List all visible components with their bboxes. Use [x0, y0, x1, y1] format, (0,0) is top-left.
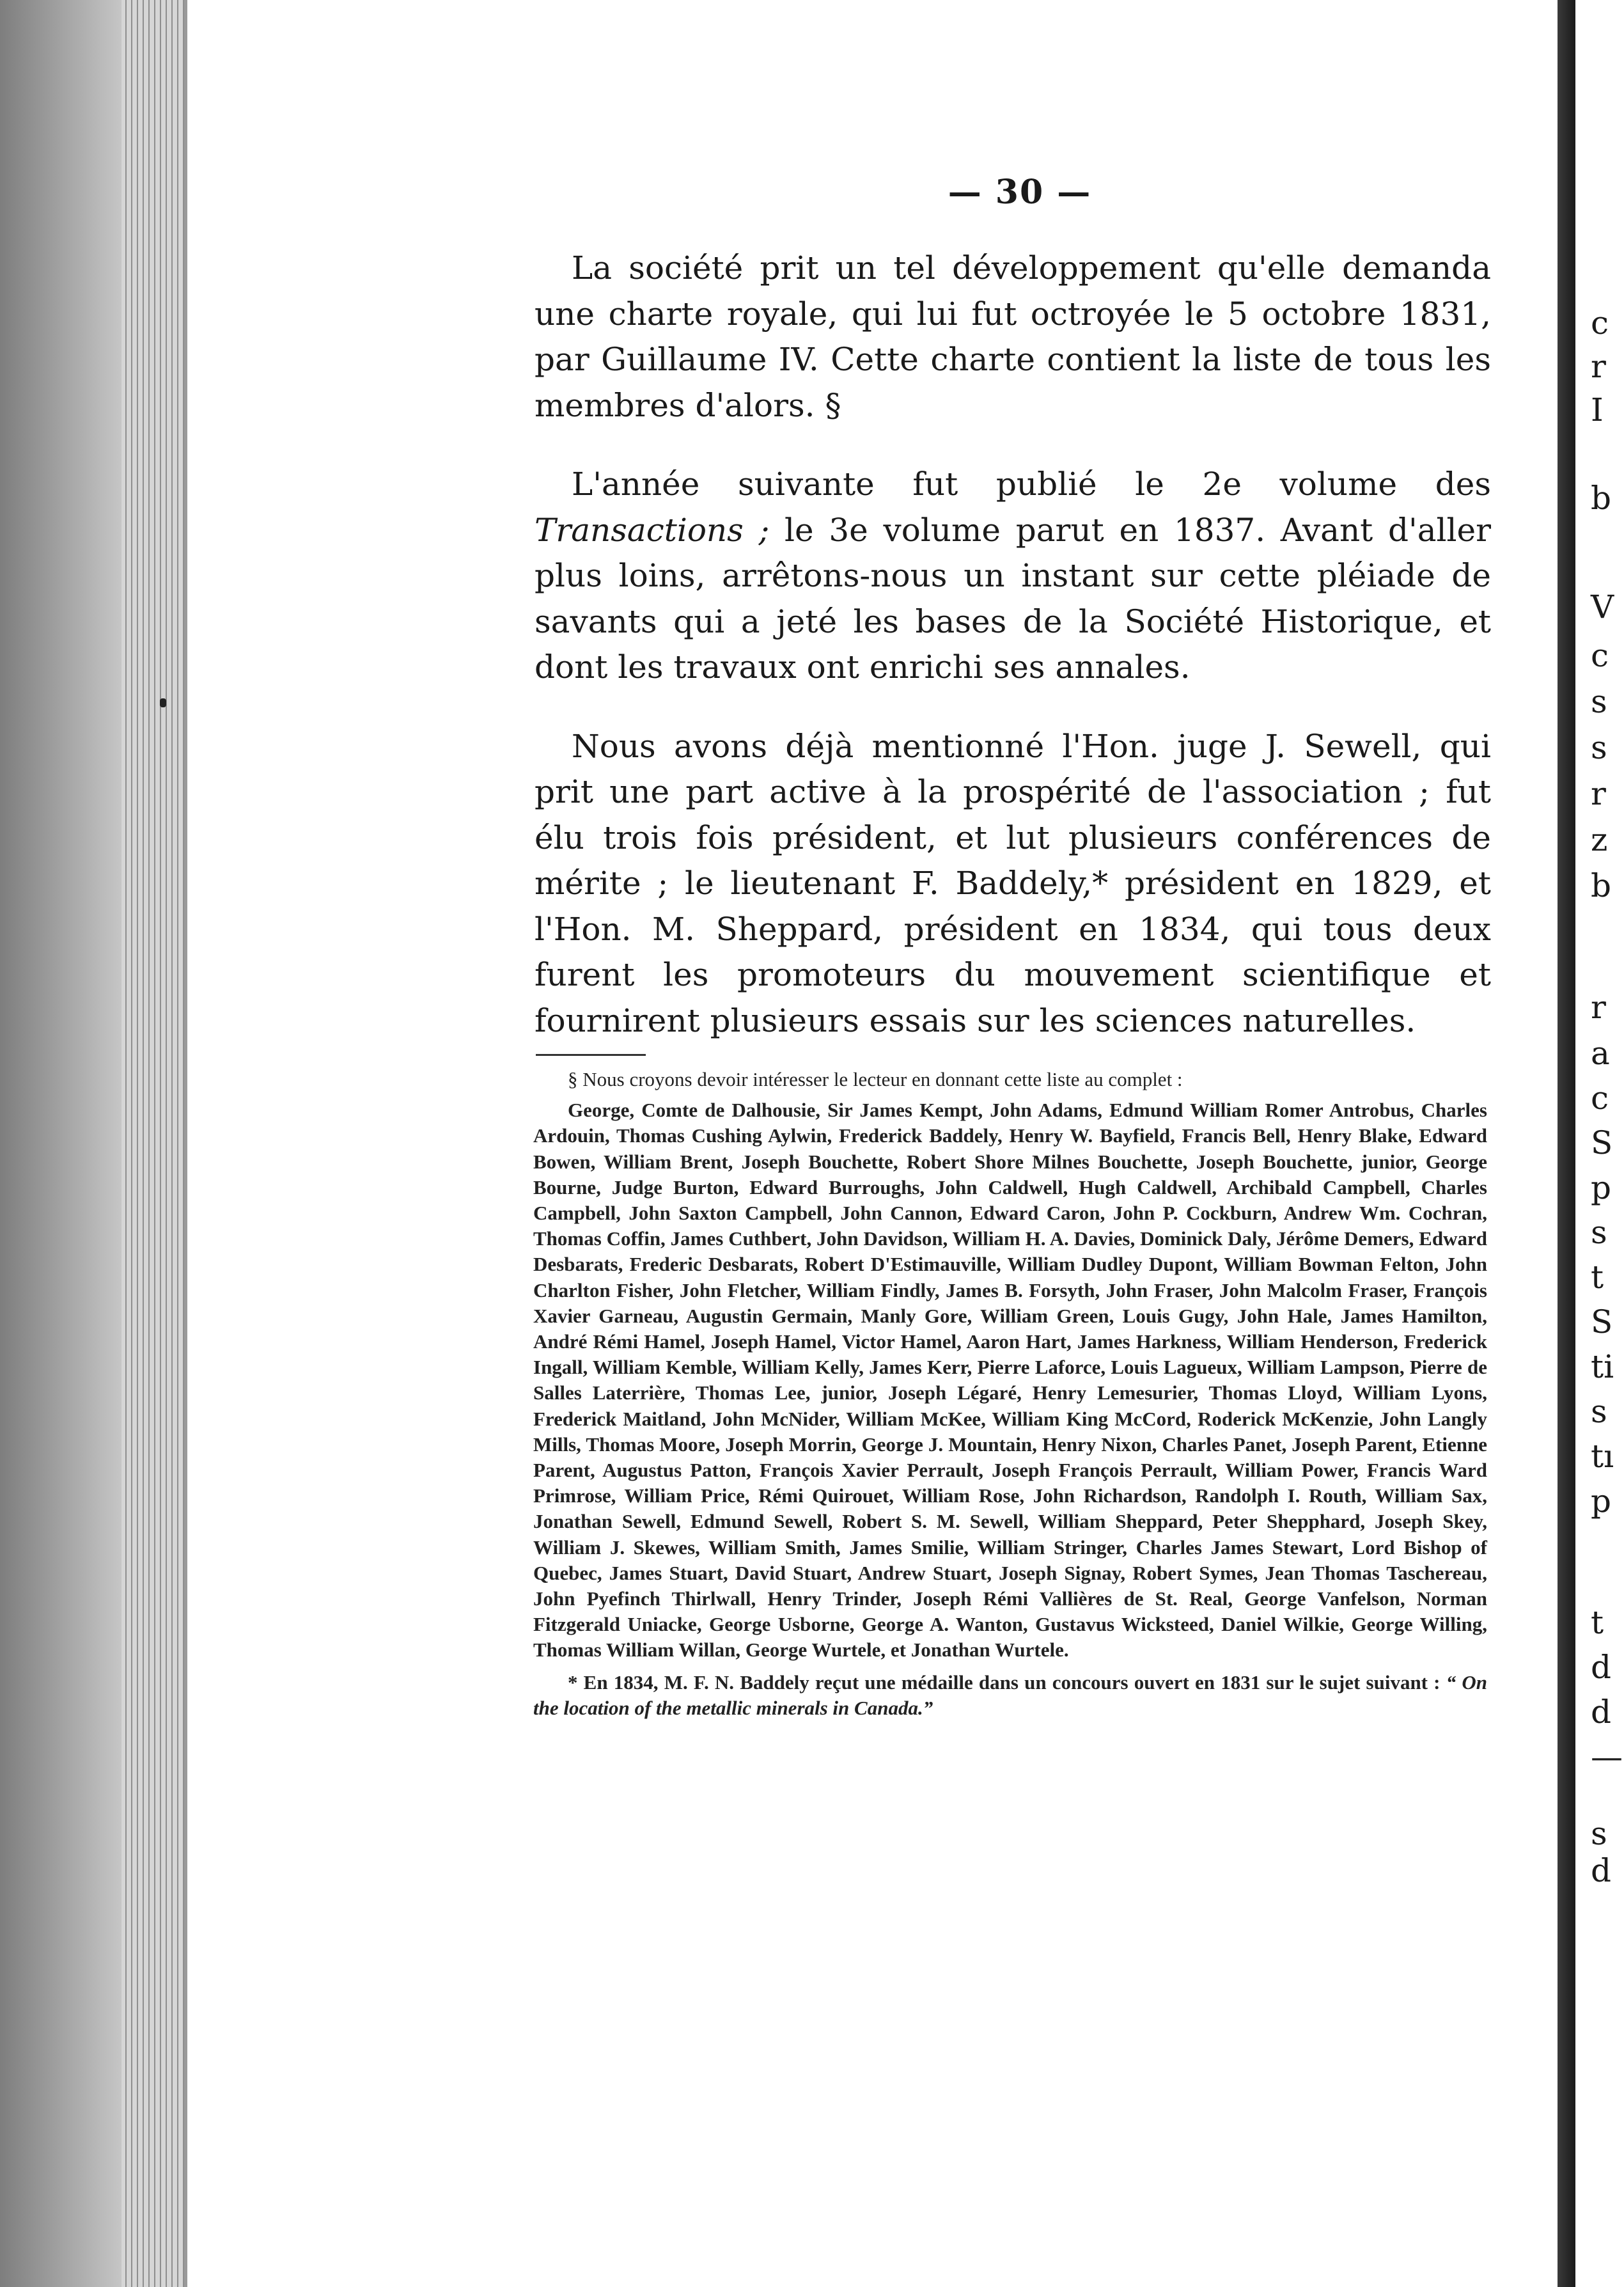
right-page-shadow — [1558, 0, 1575, 2287]
footnote-rule — [536, 1054, 646, 1056]
paragraph-members: Nous avons déjà mentionné l'Hon. juge J. Sewell, qui prit une part active à la prospérité de l'association ; fut élu trois fois président, et lut plusieurs conférences de mérite ; le lieutenant F. Baddely,* président en 1829, et l'Hon. M. Sheppard, président en 1834, qui tous deux furent les promoteurs du mouvement scientifique et fournirent plusieurs essais sur les sciences naturelles. — [535, 727, 1491, 1039]
footnotes — [533, 1067, 1487, 1721]
fragment: s — [1591, 729, 1607, 766]
italic-title: Transactions ; — [535, 511, 770, 549]
book-spine-shadow — [0, 0, 121, 2287]
fragment: tı — [1591, 1438, 1614, 1475]
paragraph-text: le 3e volume parut en 1837. Avant d'aller plus loins, arrêtons-nous un instant sur cette pléiade de savants qui a jeté les bases de la Société Historique, et dont les travaux ont enrichi ses annales. — [535, 511, 1491, 686]
fragment: S — [1591, 1303, 1613, 1340]
fragment: — — [1591, 1738, 1623, 1775]
margin-speck — [160, 698, 166, 707]
fragment: d — [1591, 1694, 1612, 1731]
fragment: r — [1591, 989, 1606, 1026]
fragment: V — [1591, 588, 1614, 625]
fragment: p — [1591, 1482, 1612, 1520]
footnote-italic-quote: “ On the location of the metallic minerals in Canada.” — [533, 1670, 1487, 1719]
fragment: s — [1591, 1815, 1607, 1852]
paragraph-charter: La société prit un tel développement qu'elle demanda une charte royale, qui lui fut octroyée le 5 octobre 1831, par Guillaume IV. Cette charte contient la liste de tous les membres d'alors. § — [535, 249, 1491, 424]
fragment: s — [1591, 1214, 1607, 1251]
fragment: c — [1591, 637, 1609, 674]
fragment: z — [1591, 821, 1608, 858]
fragment: p — [1591, 1169, 1612, 1206]
footnote-member-list: George, Comte de Dalhousie, Sir James Kempt, John Adams, Edmund William Romer Antrobus, Charles Ardouin, Thomas Cushing Aylwin, Frederick Baddely, Henry W. Bayfield, Francis Bell, Henry Blake, Edward Bowen, William Brent, Joseph Bouchette, Robert Shore Milnes Bouchette, Joseph Bouchette, junior, George Bourne, Judge Burton, Edward Burroughs, John Caldwell, Hugh Caldwell, Archibald Campbell, Charles Campbell, John Saxton Campbell, John Cannon, Edward Caron, John P. Cockburn, Andrew Wm. Cochran, Thomas Coffin, James Cuthbert, John Davidson, William H. A. Davies, Dominick Daly, Jérôme Demers, Edward Desbarats, Frederic Desbarats, Robert D'Estimauville, William Dudley Dupont, William Bowman Felton, John Charlton Fisher, John Fletcher, William Findly, James B. Forsyth, John Fraser, John Malcolm Fraser, François Xavier Garneau, Augustin Germain, Manly Gore, William Green, Louis Gugy, John Hale, James Hamilton, André Rémi Hamel, Joseph Hamel, Victor Hamel, Aaron Hart, James Harkness, William Henderson, Frederick Ingall, William Kemble, William Kelly, James Kerr, Pierre Laforce, Louis Lagueux, William Lampson, Pierre de Salles Laterrière, Thomas Lee, junior, Joseph Légaré, Henry Lemesurier, Thomas Lloyd, William Lyons, Frederick Maitland, John McNider, William McKee, William King McCord, Roderick McKenzie, John Langly Mills, Thomas Moore, Joseph Morrin, George J. Mountain, Henry Nixon, Charles Panet, Joseph Parent, Etienne Parent, Augustus Patton, François Xavier Perrault, Joseph François Perrault, William Power, Francis Ward Primrose, William Price, Rémi Quirouet, William Rose, John Richardson, Randolph I. Routh, William Sax, Jonathan Sewell, Edmund Sewell, Robert S. M. Sewell, William Sheppard, Peter Shepphard, Joseph Skey, William J. Skewes, William Smith, James Smilie, William Stringer, Charles James Stewart, Lord Bishop of Quebec, James Stuart, David Stuart, Andrew Stuart, Joseph Signay, Robert Symes, Jean Thomas Taschereau, John Pyefinch Thirlwall, Henry Trinder, Joseph Rémi Vallières de St. Real, George Vanfelson, Norman Fitzgerald Uniacke, George Usborne, George A. Wanton, Gustavus Wicksteed, Daniel Wilkie, George Willing, Thomas William Willan, George Wurtele, et Jonathan Wurtele. — [533, 1099, 1487, 1662]
fragment: r — [1591, 348, 1606, 385]
fragment: I — [1591, 391, 1604, 428]
footnote-star — [533, 1670, 1487, 1721]
fragment: S — [1591, 1124, 1613, 1161]
fragment: c — [1591, 1080, 1609, 1117]
fragment: d — [1591, 1852, 1612, 1889]
gutter-line — [184, 0, 187, 2287]
footnote-section-intro: § Nous croyons devoir intéresser le lecteur en donnant cette liste au complet : — [568, 1068, 1183, 1090]
fragment: ti — [1591, 1348, 1614, 1385]
fragment: d — [1591, 1649, 1612, 1686]
fragment: c — [1591, 304, 1609, 342]
footnote-text: * En 1834, M. F. N. Baddely reçut une médaille dans un concours ouvert en 1831 sur le sujet suivant : — [568, 1670, 1446, 1694]
fragment: b — [1591, 480, 1612, 517]
fragment: b — [1591, 867, 1612, 904]
adjacent-page-fragments — [1586, 0, 1624, 2287]
fragment: t — [1591, 1604, 1604, 1641]
main-text — [535, 246, 1491, 1077]
fragment: s — [1591, 683, 1607, 720]
page-number: — 30 — — [948, 173, 1092, 212]
fragment: t — [1591, 1259, 1604, 1296]
paragraph-text: L'année suivante fut publié le 2e volume des — [572, 466, 1491, 503]
fragment: r — [1591, 775, 1606, 812]
fragment: s — [1591, 1393, 1607, 1430]
paragraph-transactions — [535, 462, 1491, 691]
fragment: a — [1591, 1035, 1610, 1072]
